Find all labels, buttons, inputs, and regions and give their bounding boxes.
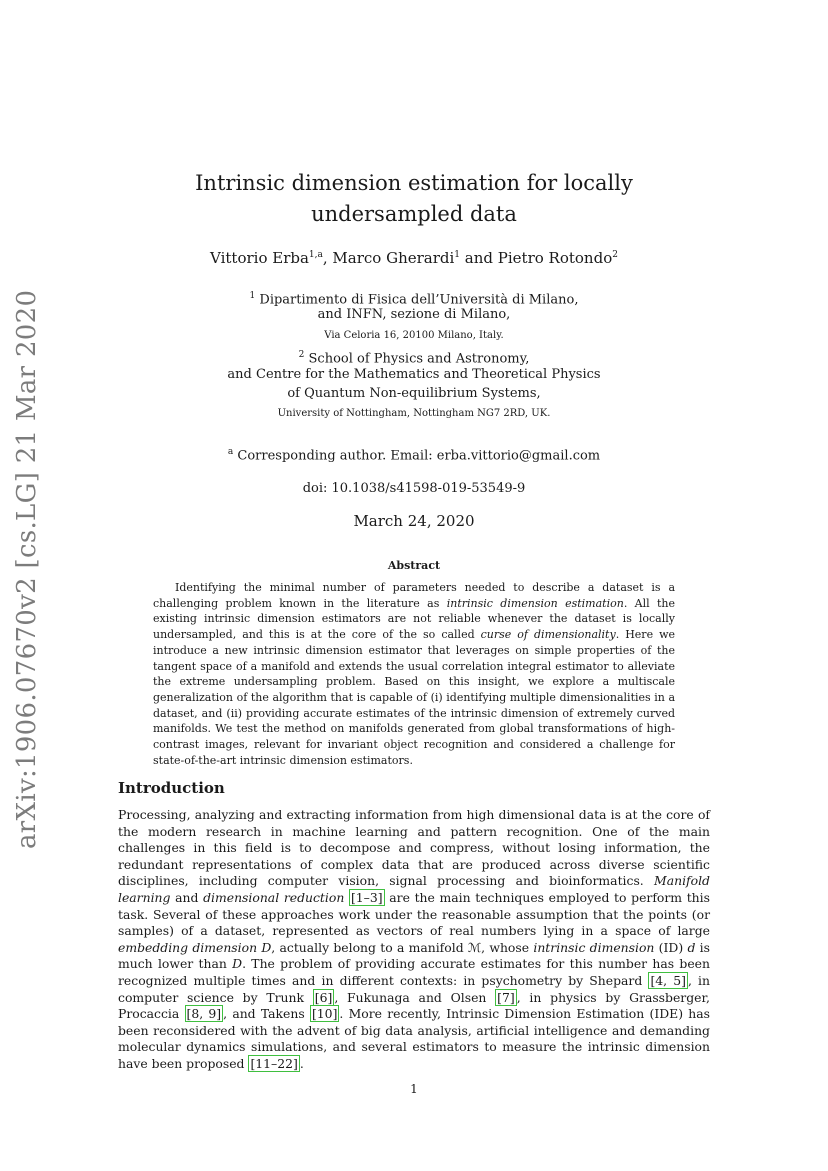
page-number: 1 <box>410 1082 418 1096</box>
body-text: , in computer science by Trunk <box>118 972 711 1005</box>
body-text: . The problem of providing accurate estimates for this number has been recognized multiple times and in different contexts: in psychometry by Shepard <box>118 956 710 988</box>
doi: doi: 10.1038/s41598-019-53549-9 <box>302 481 526 496</box>
section-heading-introduction: Introduction <box>118 779 225 797</box>
author-name: Vittorio Erba <box>210 249 309 267</box>
corresponding-mark: a <box>227 447 234 457</box>
citation-link[interactable]: [7] <box>497 989 515 1005</box>
affiliation-mark: 2 <box>298 350 305 360</box>
body-text: , in physics by Grassberger, Procaccia <box>118 989 710 1022</box>
arxiv-identifier: arXiv:1906.07670v2 [cs.LG] 21 Mar 2020 <box>12 289 42 849</box>
citation-link[interactable]: [10] <box>311 1006 338 1022</box>
arxiv-sidebar <box>0 0 70 1171</box>
author-separator: and <box>460 249 498 267</box>
body-text: . <box>299 1055 304 1071</box>
author-name: Marco Gherardi <box>332 249 455 267</box>
abstract-emphasis: intrinsic dimension estimation <box>446 596 624 610</box>
abstract-paragraph <box>153 580 675 768</box>
abstract-text: Identifying the minimal number of parameters needed to describe a dataset is a challenging problem known in the literature as <box>153 581 675 610</box>
body-text: Processing, analyzing and extracting information from high dimensional data is at the core of the modern research in machine learning and pattern recognition. One of the main challenges in this field is to decompose and compress, without losing information, the redundant representations of complex data that are produced across diverse scientific disciplines, including computer vision, signal processing and bioinformatics. <box>118 807 710 889</box>
paper-date: March 24, 2020 <box>353 512 475 530</box>
author-affiliation-mark: 1,a <box>308 250 323 260</box>
abstract-emphasis: curse of dimensionality <box>480 628 616 642</box>
affiliation-2-line-2: and Centre for the Mathematics and Theoretical Physics <box>227 367 601 382</box>
affiliation-text: Dipartimento di Fisica dell’Università di Milano, <box>259 292 579 308</box>
affiliation-text: School of Physics and Astronomy, <box>308 351 530 367</box>
abstract-body <box>153 580 675 768</box>
abstract-heading: Abstract <box>387 559 441 572</box>
author-list <box>118 244 710 269</box>
corresponding-text: Corresponding author. Email: erba.vittorio@gmail.com <box>237 448 601 464</box>
affiliation-mark: 1 <box>249 291 256 301</box>
citation-link[interactable]: [11–22] <box>250 1055 298 1071</box>
introduction-paragraph <box>118 807 710 1073</box>
body-text: are the main techniques employed to perform this task. Several of these approaches work under the reasonable assumption that the points (or samples) of a dataset, represented as vectors of real numbers lying in a space of large <box>118 889 710 939</box>
citation-link[interactable]: [4, 5] <box>650 972 686 988</box>
body-emphasis: d <box>687 939 696 955</box>
author-affiliation-mark: 2 <box>612 250 618 260</box>
body-emphasis: intrinsic dimension <box>533 939 655 955</box>
body-emphasis: embedding dimension D <box>118 939 272 955</box>
body-text: , actually belong to a manifold ℳ, whose <box>271 939 534 955</box>
body-emphasis: dimensional reduction <box>203 889 345 905</box>
affiliation-2-address: University of Nottingham, Nottingham NG7 2RD, UK. <box>277 408 551 419</box>
body-text: (ID) <box>654 939 688 955</box>
paper-title: Intrinsic dimension estimation for locally undersampled data <box>195 171 633 226</box>
citation-link[interactable]: [8, 9] <box>186 1006 222 1022</box>
corresponding-author <box>118 442 710 466</box>
citation-link[interactable]: [6] <box>314 989 333 1005</box>
author-separator: , <box>322 249 333 267</box>
body-emphasis: D <box>232 956 243 972</box>
affiliation-1-address: Via Celoria 16, 20100 Milano, Italy. <box>324 330 504 341</box>
body-text: . More recently, Intrinsic Dimension Estimation (IDE) has been reconsidered with the advent of big data analysis, artificial intelligence and demanding molecular dynamics simulations, and several estimators to measure the intrinsic dimension have been proposed <box>118 1006 710 1071</box>
body-text: , and Takens <box>223 1006 310 1022</box>
abstract-text: . All the existing intrinsic dimension estimators are not reliable whenever the dataset is locally undersampled, and this is at the core of the so called <box>153 596 675 642</box>
citation-link[interactable]: [1–3] <box>350 889 383 905</box>
author-name: Pietro Rotondo <box>497 249 613 267</box>
body-emphasis: Manifold learning <box>118 873 710 905</box>
abstract-text: . Here we introduce a new intrinsic dimension estimator that leverages on simple properties of the tangent space of a manifold and extends the usual correlation integral estimator to alleviate the extreme undersampling problem. Based on this insight, we explore a multiscale generalization of the algorithm that is capable of (i) identifying multiple dimensionalities in a dataset, and (ii) providing accurate estimates of the intrinsic dimension of extremely curved manifolds. We test the method on manifolds generated from global transformations of high-contrast images, relevant for invariant object recognition and considered a challenge for state-of-the-art intrinsic dimension estimators. <box>153 628 676 767</box>
affiliation-1-line-2: and INFN, sezione di Milano, <box>317 307 511 322</box>
affiliation-2-line-3: of Quantum Non-equilibrium Systems, <box>287 386 541 401</box>
body-text: and <box>170 889 204 905</box>
body-text: is much lower than <box>118 939 710 972</box>
introduction-body <box>118 807 710 1073</box>
author-affiliation-mark: 1 <box>454 250 461 260</box>
body-text: , Fukunaga and Olsen <box>334 989 496 1005</box>
